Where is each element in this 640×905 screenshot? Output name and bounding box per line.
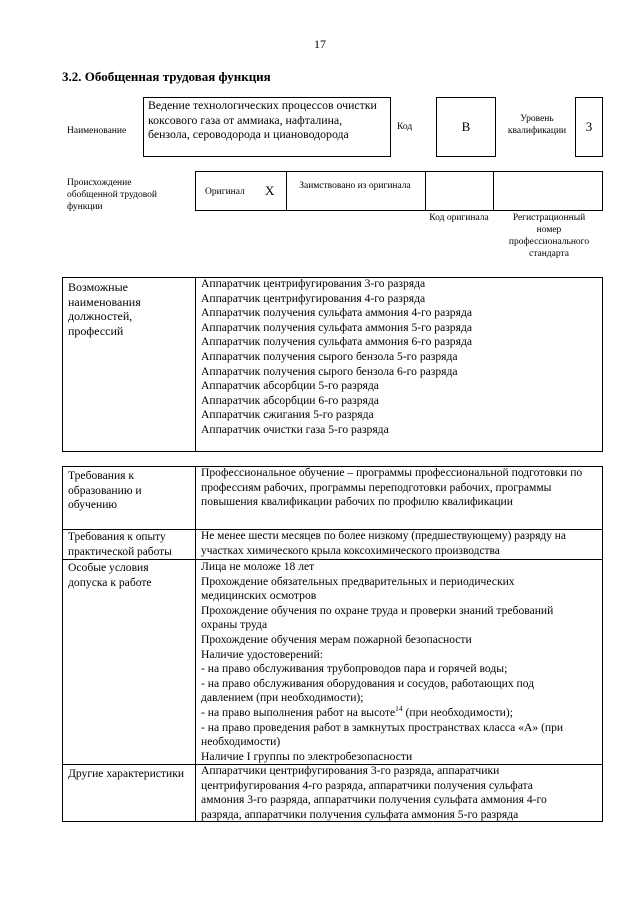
list-item: Аппаратчик центрифугирования 4-го разряда [201, 291, 426, 305]
code-label: Код [397, 122, 413, 132]
list-item: - на право обслуживания оборудования и сосудов, работающих под [201, 676, 535, 690]
list-item: Прохождение обязательных предварительных и периодических [201, 574, 515, 588]
height-line-suffix: (при необходимости); [402, 706, 513, 719]
height-line-text: - на право выполнения работ на высоте [201, 706, 396, 719]
list-item: Аппаратчик очистки газа 5-го разряда [201, 423, 389, 436]
other-label: Другие характеристики [68, 767, 185, 780]
page-number: 17 [314, 37, 326, 51]
list-item: необходимости) [201, 735, 281, 749]
name-value: Ведение технологических процессов очистки коксового газа от аммиака, нафталина, бензола, сероводорода и циановодорода [148, 98, 377, 141]
list-item: охраны труда [201, 618, 268, 632]
original-mark: X [265, 183, 275, 198]
list-item: Лица не моложе 18 лет [201, 560, 315, 573]
list-item: давлением (при необходимости); [201, 691, 364, 705]
list-item: Аппаратчик получения сульфата аммония 6-го разряда [201, 335, 472, 349]
list-item: Аппаратчик абсорбции 5-го разряда [201, 379, 379, 393]
list-item: Аппаратчик получения сульфата аммония 4-го разряда [201, 306, 472, 320]
list-item: разряда, аппаратчики получения сульфата аммония 5-го разряда [201, 807, 519, 821]
education-value: Профессиональное обучение – программы профессиональной подготовки по профессиям рабочих, программы переподготовки рабочих, программы повышения квалификации рабочих по профилю квалификации [201, 466, 583, 509]
experience-label: Требования к опыту практической работы [68, 531, 172, 558]
list-item: Аппаратчики центрифугирования 3-го разряда, аппаратчики [201, 764, 500, 777]
list-item: центрифугирования 4-го разряда, аппаратчики получения сульфата [201, 778, 533, 792]
original-label: Оригинал [205, 187, 245, 197]
list-item: Наличие удостоверений: [201, 647, 323, 661]
list-item: Аппаратчик сжигания 5-го разряда [201, 408, 374, 422]
reg-number-caption: Регистрационный номер профессионального стандарта [508, 213, 590, 259]
positions-label: Возможные наименования должностей, профессий [68, 280, 141, 338]
level-label: Уровень квалификации [507, 114, 567, 136]
list-item: Аппаратчик центрифугирования 3-го разряда [201, 277, 426, 290]
list-item: Прохождение обучения мерам пожарной безопасности [201, 633, 472, 646]
conditions-label: Особые условия допуска к работе [68, 561, 152, 589]
list-item [201, 706, 513, 721]
list-item: Аппаратчик получения сырого бензола 5-го разряда [201, 350, 458, 363]
education-label: Требования к образованию и обучению [68, 469, 142, 512]
level-value: 3 [585, 119, 593, 134]
origin-label: Происхождение обобщенной трудовой функции [67, 178, 157, 212]
list-item: Аппаратчик получения сырого бензола 6-го разряда [201, 364, 458, 378]
list-item: - на право обслуживания трубопроводов пара и горячей воды; [201, 662, 508, 676]
list-item: аммония 3-го разряда, аппаратчики получения сульфата аммония 4-го [201, 793, 547, 807]
name-label: Наименование [67, 126, 127, 136]
list-item: - на право проведения работ в замкнутых пространствах класса «А» (при [201, 720, 564, 734]
list-item: Наличие I группы по электробезопасности [201, 749, 413, 763]
list-item: Аппаратчик абсорбции 6-го разряда [201, 393, 379, 407]
list-item: Аппаратчик получения сульфата аммония 5-го разряда [201, 320, 472, 334]
footnote-marker: 14 [395, 704, 403, 714]
section-title: 3.2. Обобщенная трудовая функция [62, 69, 271, 84]
borrowed-label: Заимствовано из оригинала [299, 181, 411, 191]
experience-value: Не менее шести месяцев по более низкому (предшествующему) разряду на участках химического крыла коксохимического производства [201, 530, 566, 557]
code-value: B [461, 119, 471, 134]
list-item: медицинских осмотров [201, 589, 317, 603]
list-item: Прохождение обучения по охране труда и проверки знаний требований [201, 603, 554, 617]
code-original-caption: Код оригинала [429, 213, 489, 223]
